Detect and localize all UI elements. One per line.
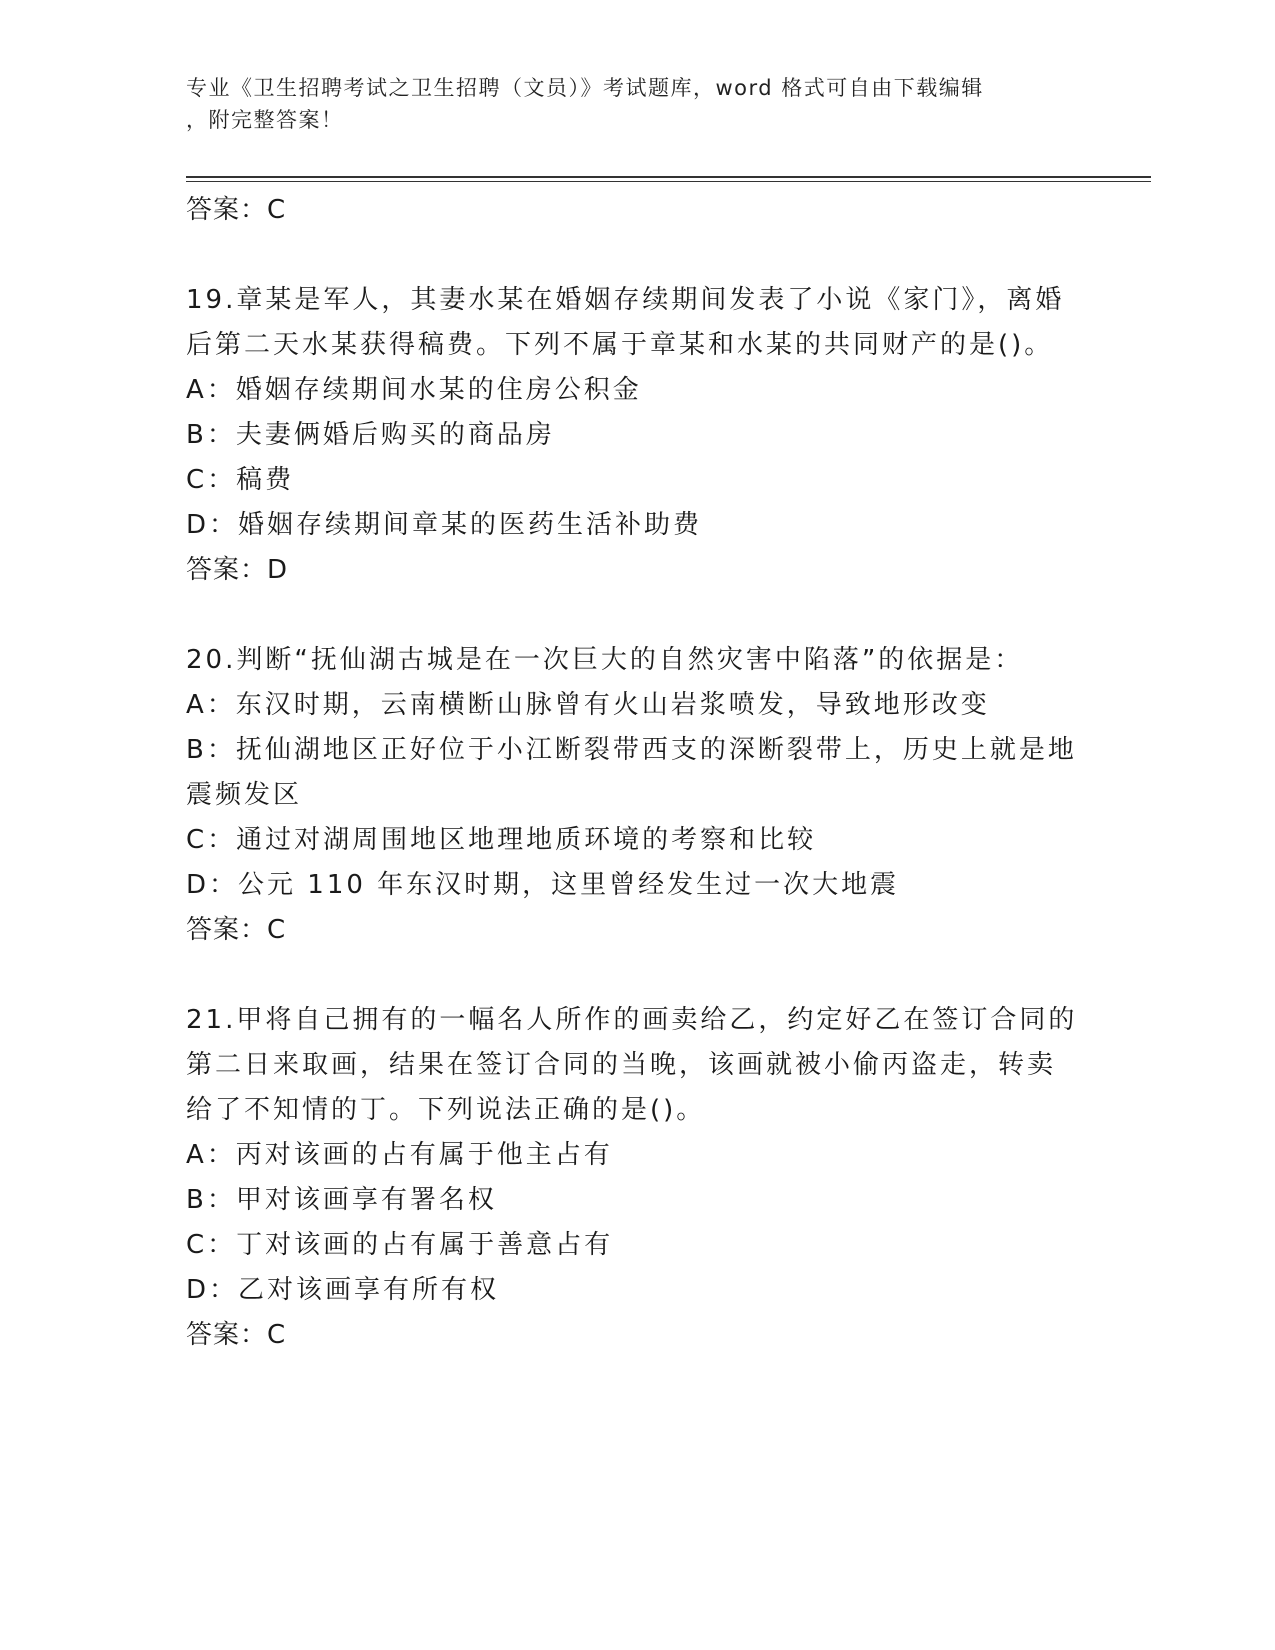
option-b: B：甲对该画享有署名权 xyxy=(186,1185,497,1215)
question-stem xyxy=(186,278,1086,368)
document-header xyxy=(186,72,1066,136)
option-b: B：抚仙湖地区正好位于小江断裂带西支的深断裂带上，历史上就是地 xyxy=(186,735,1077,765)
stem-line: 给了不知情的丁。下列说法正确的是()。 xyxy=(186,1095,706,1125)
previous-answer: 答案：C xyxy=(186,195,287,225)
option-d: D：乙对该画享有所有权 xyxy=(186,1275,500,1305)
stem-line: 19.章某是军人，其妻水某在婚姻存续期间发表了小说《家门》，离婚 xyxy=(186,285,1065,315)
answer: 答案：C xyxy=(186,915,287,945)
option-a: A：丙对该画的占有属于他主占有 xyxy=(186,1140,613,1170)
header-line-1: 专业《卫生招聘考试之卫生招聘（文员）》考试题库，word 格式可自由下载编辑 xyxy=(186,76,984,100)
stem-line: 21.甲将自己拥有的一幅名人所作的画卖给乙，约定好乙在签订合同的 xyxy=(186,1005,1078,1035)
header-rule-thick xyxy=(186,176,1151,178)
option-c: C：稿费 xyxy=(186,465,295,495)
option-b: B：夫妻俩婚后购买的商品房 xyxy=(186,420,555,450)
option-a: A：东汉时期，云南横断山脉曾有火山岩浆喷发，导致地形改变 xyxy=(186,690,990,720)
stem-line: 20.判断“抚仙湖古城是在一次巨大的自然灾害中陷落”的依据是： xyxy=(186,645,1024,675)
spacer xyxy=(186,952,1086,998)
stem-line: 第二日来取画，结果在签订合同的当晚，该画就被小偷丙盗走，转卖 xyxy=(186,1050,1057,1080)
question-stem xyxy=(186,998,1086,1133)
option-c: C：通过对湖周围地区地理地质环境的考察和比较 xyxy=(186,825,817,855)
spacer xyxy=(186,592,1086,638)
option-d: D：婚姻存续期间章某的医药生活补助费 xyxy=(186,510,703,540)
question-stem xyxy=(186,638,1086,683)
header-rule-thin xyxy=(186,181,1151,182)
header-line-2: ，附完整答案！ xyxy=(186,108,344,132)
answer: 答案：C xyxy=(186,1320,287,1350)
spacer xyxy=(186,232,1086,278)
option-c: C：丁对该画的占有属于善意占有 xyxy=(186,1230,614,1260)
option-a: A：婚姻存续期间水某的住房公积金 xyxy=(186,375,642,405)
question-20 xyxy=(186,638,1086,952)
question-19 xyxy=(186,278,1086,592)
stem-line: 后第二天水某获得稿费。下列不属于章某和水某的共同财产的是()。 xyxy=(186,330,1054,360)
answer: 答案：D xyxy=(186,555,289,585)
question-21 xyxy=(186,998,1086,1357)
option-d: D：公元 110 年东汉时期，这里曾经发生过一次大地震 xyxy=(186,870,900,900)
option-b-continued: 震频发区 xyxy=(186,780,303,810)
question-list xyxy=(186,188,1086,1357)
